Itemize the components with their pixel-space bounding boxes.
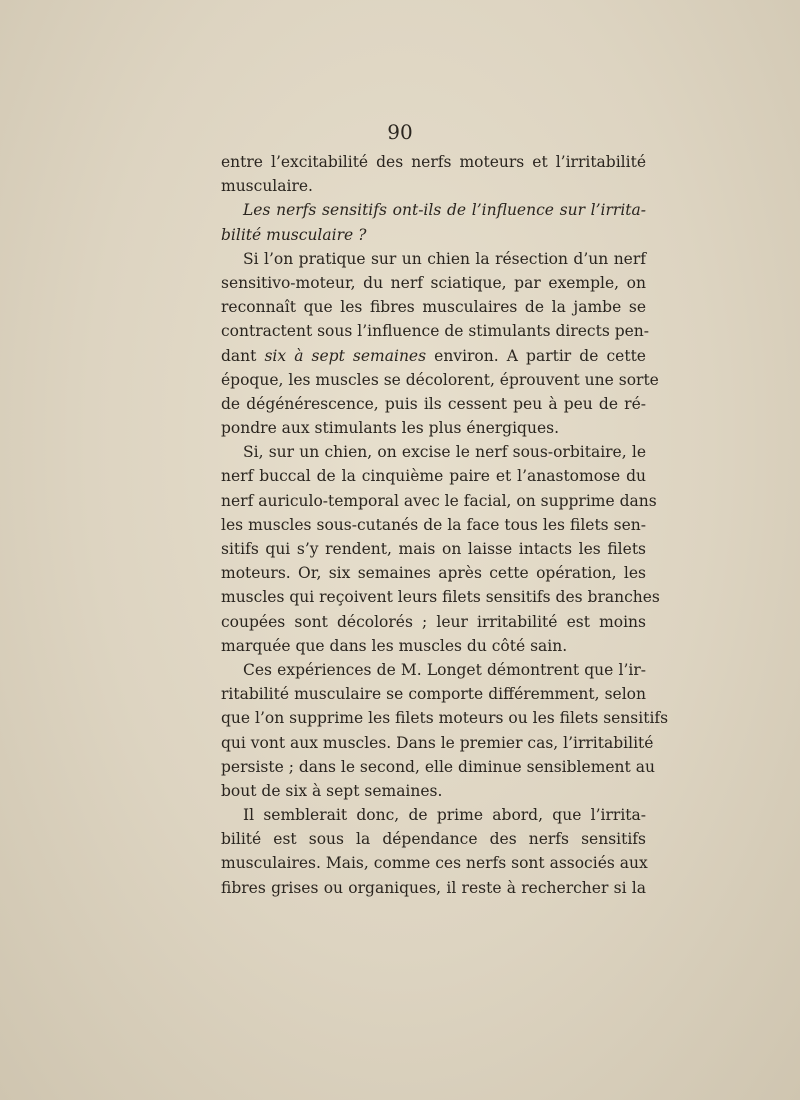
text-line: marquée que dans les muscles du côté sain. — [221, 636, 568, 655]
text-line: nerf buccal de la cinquième paire et l’anastomose du — [221, 467, 646, 486]
text-line: les muscles sous-cutanés de la face tous les filets sen- — [221, 515, 646, 534]
text-line: Si, sur un chien, on excise le nerf sous-orbitaire, le — [243, 443, 646, 462]
text-line: Il semblerait donc, de prime abord, que l’irrita- — [243, 806, 646, 825]
text-line: entre l’excitabilité des nerfs moteurs et l’irritabilité — [221, 153, 646, 171]
text-line: Si l’on pratique sur un chien la résection d’un nerf — [243, 249, 646, 268]
text-line: bilité musculaire ? — [221, 225, 367, 244]
text-line: fibres grises ou organiques, il reste à rechercher si la — [221, 878, 646, 897]
text-line: pondre aux stimulants les plus énergiques. — [221, 419, 560, 438]
text-line: qui vont aux muscles. Dans le premier cas, l’irritabilité — [221, 733, 654, 752]
body-text — [221, 150, 669, 900]
text-line: ritabilité musculaire se comporte différemment, selon — [221, 685, 646, 704]
text-line: coupées sont décolorés ; leur irritabilité est moins — [221, 612, 646, 631]
text-line: Les nerfs sensitifs ont-ils de l’influence sur l’irrita- — [243, 201, 646, 220]
text-line: reconnaît que les fibres musculaires de la jambe se — [221, 298, 646, 317]
text-line: sitifs qui s’y rendent, mais on laisse intacts les filets — [221, 540, 646, 558]
text-line: bout de six à sept semaines. — [221, 781, 443, 800]
text-line: bilité est sous la dépendance des nerfs sensitifs — [221, 830, 646, 849]
text-line: dant six à sept semaines environ. A partir de cette — [221, 346, 646, 365]
text-line: persiste ; dans le second, elle diminue sensiblement au — [221, 757, 655, 776]
text-line: moteurs. Or, six semaines après cette opération, les — [221, 564, 646, 583]
text-line: contractent sous l’influence de stimulants directs pen- — [221, 322, 650, 341]
text-line: nerf auriculo-temporal avec le facial, on supprime dans — [221, 491, 657, 510]
page-number: 90 — [387, 120, 413, 144]
text-line: musculaires. Mais, comme ces nerfs sont associés aux — [221, 854, 648, 873]
text-line: Ces expériences de M. Longet démontrent que l’ir- — [243, 660, 646, 679]
text-line: sensitivo-moteur, du nerf sciatique, par exemple, on — [221, 273, 646, 292]
text-line: de dégénérescence, puis ils cessent peu à peu de ré- — [221, 394, 646, 413]
text-line: époque, les muscles se décolorent, éprouvent une sorte — [221, 370, 659, 389]
text-line: que l’on supprime les filets moteurs ou les filets sensitifs — [221, 709, 669, 728]
text-line: muscles qui reçoivent leurs filets sensitifs des branches — [221, 588, 660, 607]
text-line: musculaire. — [221, 177, 313, 196]
